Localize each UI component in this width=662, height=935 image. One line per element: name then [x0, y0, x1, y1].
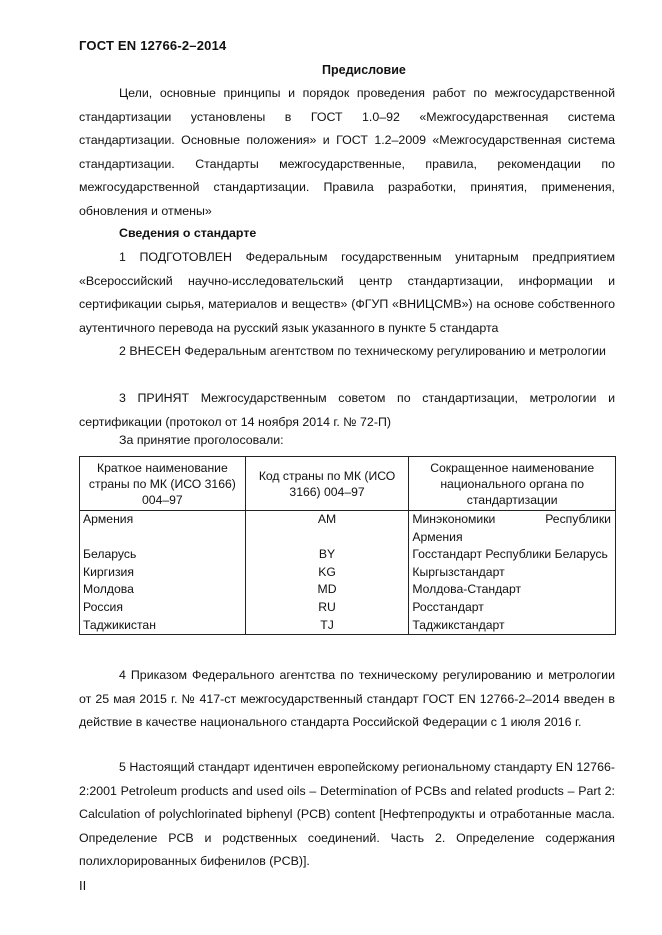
org-cell: Таджикстандарт	[409, 617, 616, 635]
code-cell: BY	[245, 546, 409, 564]
info-item-2: 2 ВНЕСЕН Федеральным агентством по техническому регулированию и метрологии	[119, 344, 606, 358]
foreword-title: Предисловие	[322, 63, 406, 77]
table-row	[80, 546, 616, 564]
table-row	[80, 617, 616, 635]
org-cell: Росстандарт	[409, 599, 616, 617]
org-cell: Молдова-Стандарт	[409, 581, 616, 599]
voted-label: За принятие проголосовали:	[119, 433, 284, 447]
code-cell: KG	[245, 564, 409, 582]
header-national-body: Сокращенное наименование национального органа по стандартизации	[409, 457, 616, 511]
page-number: II	[79, 878, 87, 893]
vote-table-header-row	[80, 457, 616, 511]
table-row	[80, 599, 616, 617]
code-cell: MD	[245, 581, 409, 599]
info-item-1: 1 ПОДГОТОВЛЕН Федеральным государственным унитарным предприятием «Всероссийский научно-исследовательский центр стандартизации, информации и сертификации сырья, материалов и веществ» (ФГУП «ВНИЦСМВ») на основе собственного аутентичного перевода на русский язык указанного в пункте 5 стандарта	[79, 250, 615, 335]
info-item-4: 4 Приказом Федерального агентства по техническому регулированию и метрологии от 25 мая 2015 г. № 417-ст межгосударственный стандарт ГОСТ EN 12766-2–2014 введен в действие в качестве национального стандарта Российской Федерации с 1 июля 2016 г.	[79, 668, 615, 730]
code-cell: RU	[245, 599, 409, 617]
country-cell: Таджикистан	[80, 617, 246, 635]
info-item-3: 3 ПРИНЯТ Межгосударственным советом по стандартизации, метрологии и сертификации (протокол от 14 ноября 2014 г. № 72-П)	[79, 391, 615, 429]
header-country-name: Краткое наименование страны по МК (ИСО 3166) 004–97	[80, 457, 246, 511]
table-row	[80, 511, 616, 547]
country-cell: Россия	[80, 599, 246, 617]
country-cell: Молдова	[80, 581, 246, 599]
table-row	[80, 564, 616, 582]
header-country-code: Код страны по МК (ИСО 3166) 004–97	[245, 457, 409, 511]
org-cell: Госстандарт Республики Беларусь	[409, 546, 616, 564]
info-item-5: 5 Настоящий стандарт идентичен европейскому региональному стандарту EN 12766-2:2001 Petroleum products and used oils – Determination of PCBs and related products – Part 2: Calculation of polychlorinated biphenyl (PCB) content [Нефтепродукты и отработанные масла. Определение PCB и родственных соединений. Часть 2. Определение содержания полихлорированных бифенилов (PCB)].	[79, 760, 615, 869]
foreword-intro-paragraph: Цели, основные принципы и порядок проведения работ по межгосударственной стандартизации установлены в ГОСТ 1.0–92 «Межгосударственная система стандартизации. Основные положения» и ГОСТ 1.2–2009 «Межгосударственная система стандартизации. Стандарты межгосударственные, правила, рекомендации по межгосударственной стандартизации. Правила разработки, принятия, применения, обновления и отмены»	[79, 86, 615, 218]
country-cell: Беларусь	[80, 546, 246, 564]
vote-table	[79, 456, 616, 635]
code-cell: AM	[245, 511, 409, 547]
code-cell: TJ	[245, 617, 409, 635]
table-row	[80, 581, 616, 599]
country-cell: Армения	[80, 511, 246, 547]
org-cell: Минэкономики Республики Армения	[409, 511, 616, 547]
country-cell: Киргизия	[80, 564, 246, 582]
standard-info-heading: Сведения о стандарте	[119, 226, 257, 240]
document-code-header: ГОСТ EN 12766-2–2014	[79, 38, 227, 53]
org-cell: Кыргызстандарт	[409, 564, 616, 582]
